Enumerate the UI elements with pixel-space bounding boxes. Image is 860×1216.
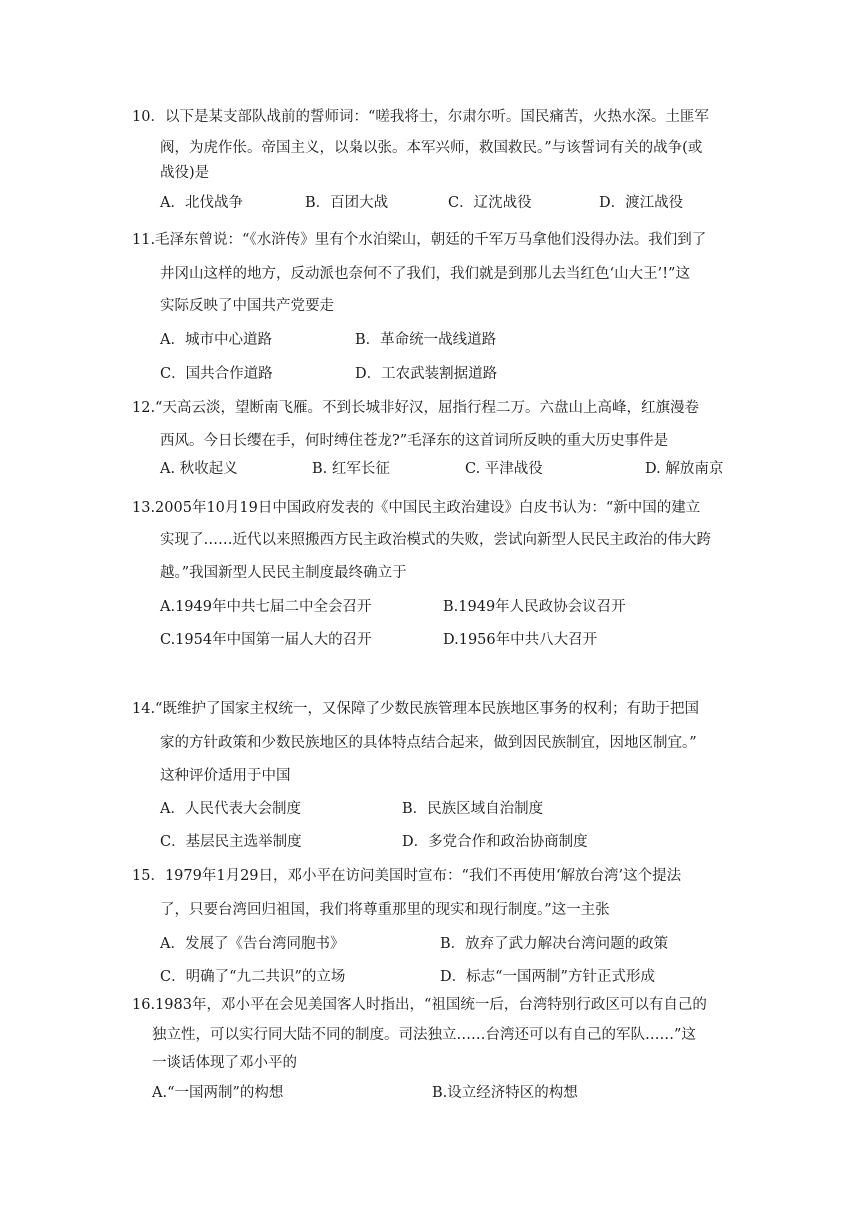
q10-option-a: A．北伐战争	[160, 195, 243, 211]
q11-option-c: C．国共合作道路	[160, 366, 273, 382]
q14-option-a: A．人民代表大会制度	[160, 801, 301, 817]
q16-option-a: A.“一国两制”的构想	[152, 1085, 284, 1101]
q12-stem-line-1: 12.“天高云淡，望断南飞雁。不到长城非好汉，屈指行程二万。六盘山上高峰，红旗漫卷	[132, 400, 699, 416]
q15-option-d: D．标志“一国两制”方针正式形成	[440, 969, 655, 985]
q12-option-b: B. 红军长征	[312, 461, 390, 477]
q14-stem-line-1: 14.“既维护了国家主权统一，又保障了少数民族管理本民族地区事务的权利；有助于把国	[132, 701, 699, 717]
q15-option-a: A．发展了《告台湾同胞书》	[160, 936, 345, 952]
q11-stem-line-3: 实际反映了中国共产党要走	[160, 298, 334, 314]
q11-option-b: B．革命统一战线道路	[355, 332, 497, 348]
q10-stem-line-3: 战役)是	[160, 165, 210, 181]
q16-stem-line-3: 一谈话体现了邓小平的	[152, 1055, 297, 1071]
q16-stem-line-2: 独立性，可以实行同大陆不同的制度。司法独立……台湾还可以有自己的军队……”这	[152, 1027, 696, 1043]
q10-option-b: B．百团大战	[305, 195, 389, 211]
q15-stem-line-2: 了，只要台湾回归祖国，我们将尊重那里的现实和现行制度。”这一主张	[160, 902, 610, 918]
q13-stem-line-3: 越。”我国新型人民民主制度最终确立于	[160, 565, 407, 581]
q13-stem-line-2: 实现了……近代以来照搬西方民主政治模式的失败，尝试向新型人民民主政治的伟大跨	[160, 532, 711, 548]
q10-stem-line-1: 10．以下是某支部队战前的誓师词：“嗟我将士，尔肃尔听。国民痛苦，火热水深。土匪军	[132, 109, 709, 125]
q11-option-a: A．城市中心道路	[160, 332, 272, 348]
q13-option-b: B.1949年人民政协会议召开	[443, 599, 626, 615]
q16-option-b: B.设立经济特区的构想	[432, 1085, 578, 1101]
q14-stem-line-3: 这种评价适用于中国	[160, 768, 291, 784]
q12-option-d: D. 解放南京	[645, 461, 724, 477]
q15-option-c: C．明确了“九二共识”的立场	[160, 969, 346, 985]
q10-stem-line-2: 阀，为虎作伥。帝国主义，以枭以张。本军兴师，救国救民。”与该誓词有关的战争(或	[160, 140, 703, 156]
q11-stem-line-1: 11.毛泽东曾说：“《水浒传》里有个水泊梁山，朝廷的千军万马拿他们没得办法。我们到了	[132, 232, 707, 248]
q14-option-d: D．多党合作和政治协商制度	[402, 834, 588, 850]
q13-option-c: C.1954年中国第一届人大的召开	[160, 632, 372, 648]
q14-option-b: B．民族区域自治制度	[402, 801, 544, 817]
q11-stem-line-2: 井冈山这样的地方，反动派也奈何不了我们，我们就是到那儿去当红色‘山大王’!”这	[160, 266, 690, 282]
q11-option-d: D．工农武装割据道路	[355, 366, 498, 382]
q15-stem-line-1: 15．1979年1月29日，邓小平在访问美国时宣布：“我们不再使用‘解放台湾’这个提法	[132, 868, 682, 884]
q12-stem-line-2: 西风。今日长缨在手，何时缚住苍龙?”毛泽东的这首词所反映的重大历史事件是	[160, 433, 669, 449]
q12-option-c: C. 平津战役	[465, 461, 543, 477]
q14-stem-line-2: 家的方针政策和少数民族地区的具体特点结合起来，做到因民族制宜，因地区制宜。”	[160, 735, 697, 751]
q13-option-a: A.1949年中共七届二中全会召开	[160, 599, 372, 615]
q10-option-d: D．渡江战役	[599, 195, 684, 211]
q10-option-c: C．辽沈战役	[448, 195, 532, 211]
q16-stem-line-1: 16.1983年，邓小平在会见美国客人时指出，“祖国统一后，台湾特别行政区可以有自己的	[132, 997, 707, 1013]
q15-option-b: B．放弃了武力解决台湾问题的政策	[440, 936, 669, 952]
q13-stem-line-1: 13.2005年10月19日中国政府发表的《中国民主政治建设》白皮书认为：“新中国的建立	[132, 500, 701, 516]
q14-option-c: C．基层民主选举制度	[160, 834, 302, 850]
q13-option-d: D.1956年中共八大召开	[443, 632, 598, 648]
q12-option-a: A. 秋收起义	[160, 461, 238, 477]
